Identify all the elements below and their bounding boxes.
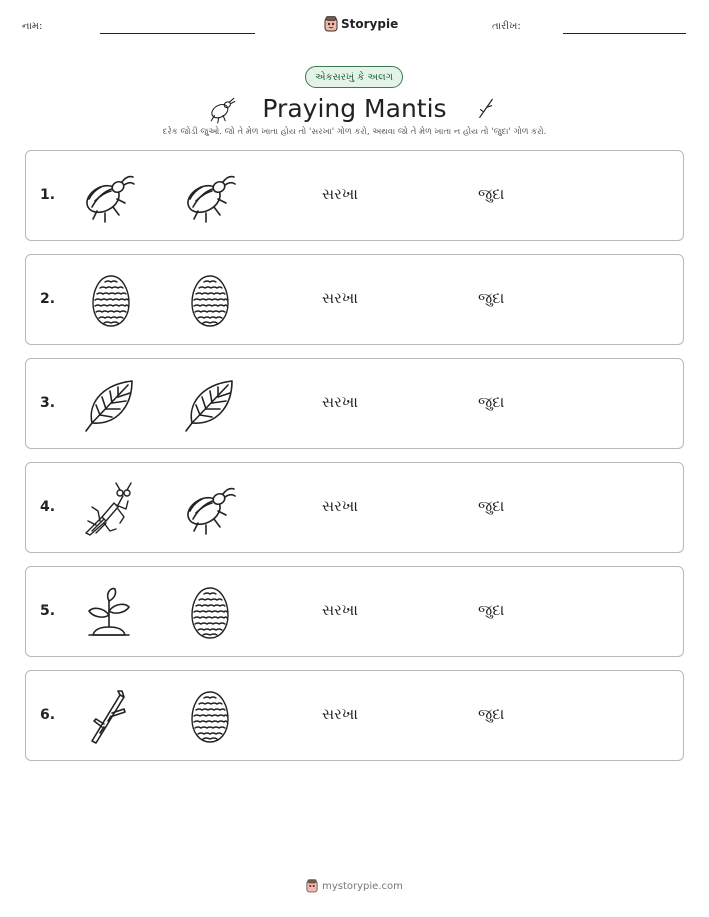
same-option[interactable]: સરખા	[322, 289, 358, 307]
leaf-icon	[82, 377, 138, 433]
leaf-icon	[182, 377, 238, 433]
same-option[interactable]: સરખા	[322, 601, 358, 619]
same-option[interactable]: સરખા	[322, 185, 358, 203]
brand-name: Storypie	[341, 17, 399, 31]
question-number: 5.	[40, 603, 56, 619]
date-line[interactable]	[563, 33, 686, 34]
question-number: 1.	[40, 187, 56, 203]
header	[0, 14, 709, 44]
cocoon-icon	[83, 273, 139, 329]
worksheet-type-badge: એકસરખું કે અલગ	[305, 66, 403, 88]
question-row	[25, 670, 684, 761]
date-label: તારીખ:	[492, 21, 521, 32]
beetle-icon	[207, 94, 237, 128]
beetle-icon	[79, 169, 135, 225]
cocoon-icon	[182, 273, 238, 329]
stick-icon	[82, 689, 138, 745]
same-option[interactable]: સરખા	[322, 497, 358, 515]
sprout-icon	[81, 585, 137, 641]
mantis-icon	[80, 481, 136, 537]
footer-url[interactable]: mystorypie.com	[322, 880, 403, 892]
question-number: 2.	[40, 291, 56, 307]
question-row	[25, 150, 684, 241]
footer	[0, 879, 709, 893]
cocoon-icon	[182, 689, 238, 745]
different-option[interactable]: જુદા	[478, 497, 505, 515]
question-row	[25, 566, 684, 657]
stick-icon	[475, 92, 497, 128]
question-row	[25, 462, 684, 553]
question-row	[25, 358, 684, 449]
different-option[interactable]: જુદા	[478, 393, 505, 411]
name-line[interactable]	[100, 33, 255, 34]
title-row	[0, 92, 709, 126]
page-title: Praying Mantis	[262, 94, 447, 123]
brand-logo	[324, 14, 398, 34]
beetle-icon	[180, 481, 236, 537]
same-option[interactable]: સરખા	[322, 705, 358, 723]
different-option[interactable]: જુદા	[478, 289, 505, 307]
question-number: 6.	[40, 707, 56, 723]
cocoon-icon	[182, 585, 238, 641]
different-option[interactable]: જુદા	[478, 705, 505, 723]
beetle-icon	[180, 169, 236, 225]
different-option[interactable]: જુદા	[478, 185, 505, 203]
question-row	[25, 254, 684, 345]
name-label: નામ:	[22, 21, 43, 32]
different-option[interactable]: જુદા	[478, 601, 505, 619]
same-option[interactable]: સરખા	[322, 393, 358, 411]
instructions: દરેક જોડી જુઓ. જો તે મેળ ખાતા હોય તો 'સરખા' ગોળ કરો, અથવા જો તે મેળ ખાતા ન હોય તો 'જુદા' ગોળ કરો.	[162, 127, 547, 137]
question-number: 4.	[40, 499, 56, 515]
storypie-mascot-icon	[324, 16, 338, 32]
question-number: 3.	[40, 395, 56, 411]
storypie-mascot-icon	[306, 879, 318, 893]
